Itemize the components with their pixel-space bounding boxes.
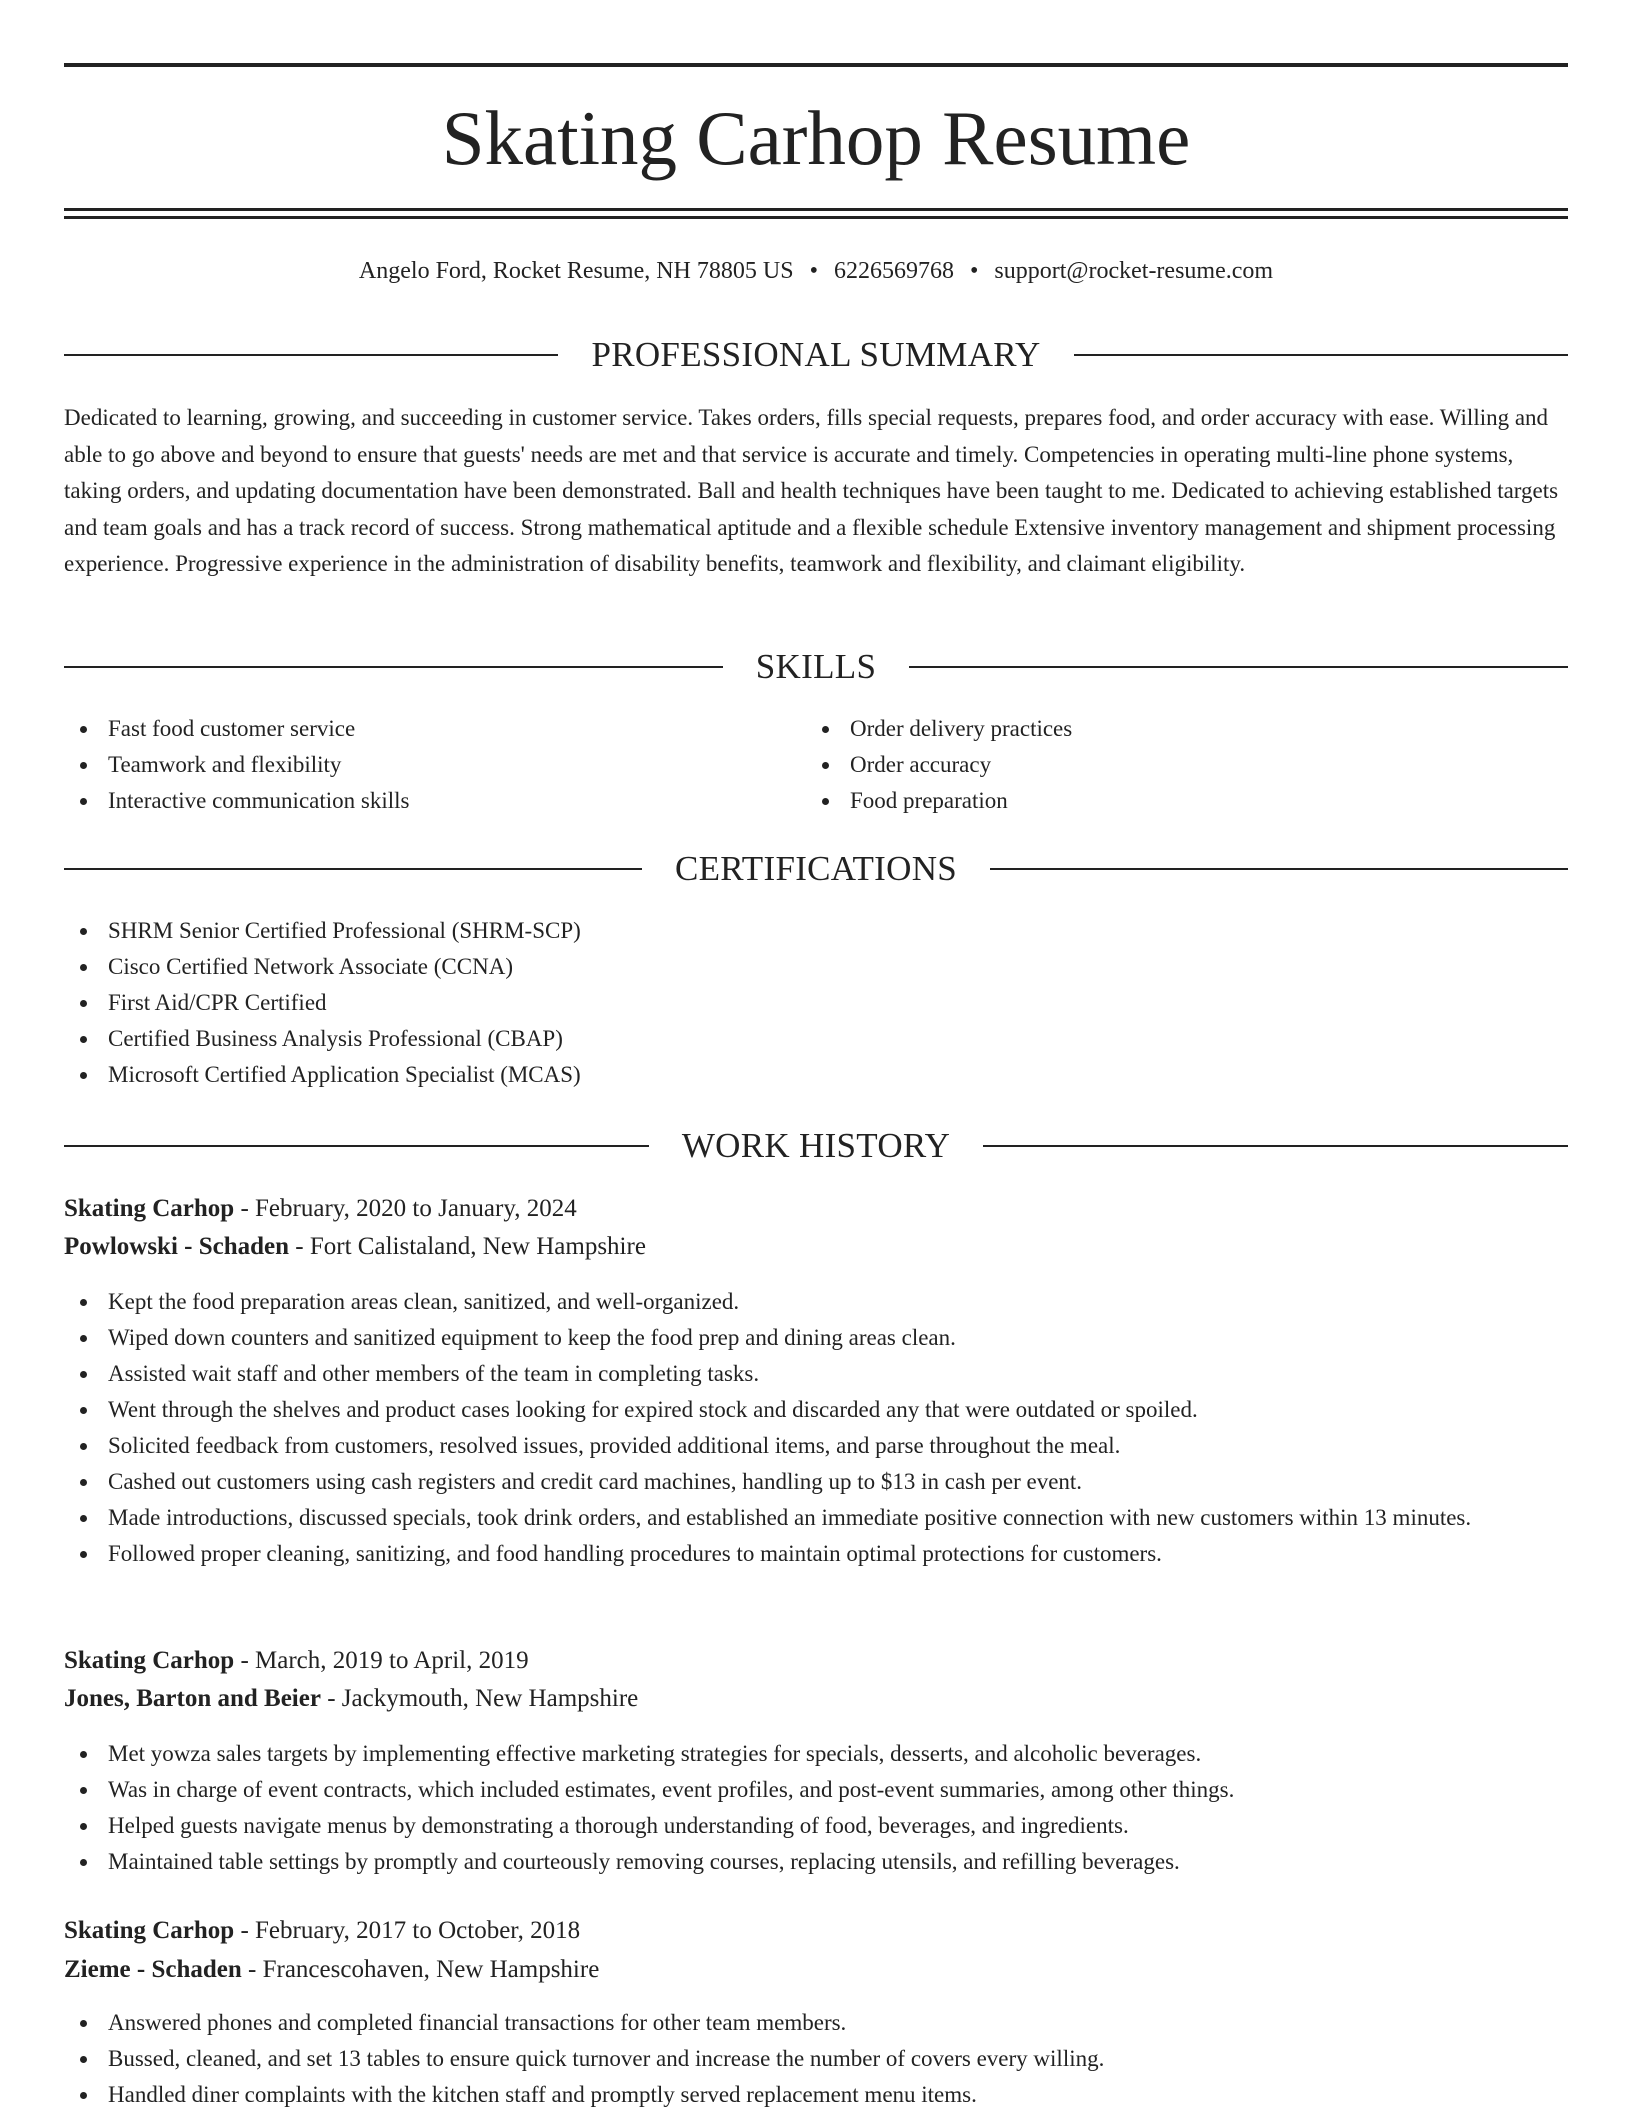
- job-duty-item: Met yowza sales targets by implementing effective marketing strategies for specials, desserts, and alcoholic beverages.: [64, 1736, 1568, 1772]
- job-dates: - February, 2017 to October, 2018: [234, 1917, 581, 1944]
- job-title-line: [64, 1643, 1568, 1679]
- contact-phone: 6226569768: [833, 258, 954, 284]
- job-location: - Fort Calistaland, New Hampshire: [289, 1233, 646, 1260]
- contact-line: [64, 254, 1568, 288]
- job-title: Skating Carhop: [64, 1195, 235, 1222]
- section-title: CERTIFICATIONS: [674, 849, 958, 888]
- job-title: Skating Carhop: [64, 1647, 235, 1674]
- job-duty-item: Wiped down counters and sanitized equipment to keep the food prep and dining areas clean.: [64, 1320, 1568, 1356]
- heading-rule-left: [64, 1145, 649, 1147]
- certifications-list: [64, 913, 1568, 1093]
- section-title: WORK HISTORY: [681, 1126, 951, 1165]
- section-heading-work-history: [64, 1124, 1568, 1168]
- heading-rule-right: [909, 666, 1568, 668]
- job-company-line: [64, 1681, 1568, 1717]
- job-duty-item: Kept the food preparation areas clean, sanitized, and well-organized.: [64, 1284, 1568, 1320]
- job-duty-item: Went through the shelves and product cases looking for expired stock and discarded any that were outdated or spoiled.: [64, 1392, 1568, 1428]
- job-duty-item: Was in charge of event contracts, which included estimates, event profiles, and post-event summaries, among other things.: [64, 1772, 1568, 1808]
- contact-email: support@rocket-resume.com: [994, 258, 1274, 284]
- job-duty-item: Answered phones and completed financial transactions for other team members.: [64, 2005, 1568, 2041]
- job-title-line: [64, 1191, 1568, 1227]
- certification-item: Microsoft Certified Application Specialist (MCAS): [64, 1057, 1568, 1093]
- job-duty-item: Maintained table settings by promptly and courteously removing courses, replacing utensils, and refilling beverages.: [64, 1844, 1568, 1880]
- skills-list-right: [806, 711, 1566, 819]
- job-duty-item: Handled diner complaints with the kitchen staff and promptly served replacement menu items.: [64, 2077, 1568, 2113]
- certification-item: Cisco Certified Network Associate (CCNA): [64, 949, 1568, 985]
- contact-separator: •: [969, 258, 979, 284]
- certification-item: SHRM Senior Certified Professional (SHRM-SCP): [64, 913, 1568, 949]
- skill-item: Food preparation: [806, 783, 1566, 819]
- job-title: Skating Carhop: [64, 1917, 235, 1944]
- job-location: - Francescohaven, New Hampshire: [241, 1956, 600, 1983]
- top-rule: [64, 63, 1568, 67]
- job-title-line: [64, 1913, 1568, 1949]
- heading-rule-left: [64, 666, 723, 668]
- job-duties-list: [64, 1284, 1568, 1572]
- skills-list-left: [64, 711, 804, 819]
- skill-item: Interactive communication skills: [64, 783, 804, 819]
- job-duty-item: Assisted wait staff and other members of the team in completing tasks.: [64, 1356, 1568, 1392]
- job-duty-item: Made introductions, discussed specials, took drink orders, and established an immediate positive connection with new customers within 13 minutes.: [64, 1500, 1568, 1536]
- job-duty-item: Bussed, cleaned, and set 13 tables to ensure quick turnover and increase the number of covers every willing.: [64, 2041, 1568, 2077]
- job-location: - Jackymouth, New Hampshire: [320, 1685, 639, 1712]
- job-duty-item: Helped guests navigate menus by demonstrating a thorough understanding of food, beverages, and ingredients.: [64, 1808, 1568, 1844]
- job-company: Powlowski - Schaden: [64, 1233, 290, 1260]
- job-company: Zieme - Schaden: [64, 1956, 242, 1983]
- skill-item: Order accuracy: [806, 747, 1566, 783]
- section-title: SKILLS: [755, 647, 877, 686]
- job-company: Jones, Barton and Beier: [64, 1685, 321, 1712]
- job-dates: - March, 2019 to April, 2019: [234, 1647, 529, 1674]
- skill-item: Teamwork and flexibility: [64, 747, 804, 783]
- heading-rule-right: [983, 1145, 1568, 1147]
- heading-rule-right: [990, 868, 1568, 870]
- section-heading-summary: [64, 333, 1568, 377]
- section-heading-skills: [64, 645, 1568, 689]
- summary-paragraph: Dedicated to learning, growing, and succeeding in customer service. Takes orders, fills special requests, prepares food, and order accuracy with ease. Willing and able to go above and beyond to ensure that guests' needs are met and that service is accurate and timely. Competencies in operating multi-line phone systems, taking orders, and updating documentation have been demonstrated. Ball and health techniques have been taught to me. Dedicated to achieving established targets and team goals and has a track record of success. Strong mathematical aptitude and a flexible schedule Extensive inventory management and shipment processing experience. Progressive experience in the administration of disability benefits, teamwork and flexibility, and claimant eligibility.: [64, 405, 1559, 576]
- job-company-line: [64, 1229, 1568, 1265]
- title-double-rule-upper: [64, 208, 1568, 211]
- contact-separator: •: [809, 258, 818, 284]
- section-title: PROFESSIONAL SUMMARY: [591, 335, 1041, 374]
- contact-address: Angelo Ford, Rocket Resume, NH 78805 US: [358, 258, 794, 284]
- page-title: Skating Carhop Resume: [441, 95, 1191, 181]
- section-heading-certifications: [64, 847, 1568, 891]
- skill-item: Order delivery practices: [806, 711, 1566, 747]
- job-duties-list: [64, 2005, 1568, 2113]
- job-company-line: [64, 1952, 1568, 1988]
- job-duty-item: Followed proper cleaning, sanitizing, and food handling procedures to maintain optimal protections for customers.: [64, 1536, 1568, 1572]
- job-duty-item: Cashed out customers using cash registers and credit card machines, handling up to $13 in cash per event.: [64, 1464, 1568, 1500]
- skill-item: Fast food customer service: [64, 711, 804, 747]
- job-duty-item: Solicited feedback from customers, resolved issues, provided additional items, and parse throughout the meal.: [64, 1428, 1568, 1464]
- title-double-rule-lower: [64, 216, 1568, 219]
- heading-rule-right: [1074, 354, 1568, 356]
- job-dates: - February, 2020 to January, 2024: [234, 1195, 577, 1222]
- certification-item: Certified Business Analysis Professional (CBAP): [64, 1021, 1568, 1057]
- job-duties-list: [64, 1736, 1568, 1880]
- heading-rule-left: [64, 354, 558, 356]
- heading-rule-left: [64, 868, 642, 870]
- certification-item: First Aid/CPR Certified: [64, 985, 1568, 1021]
